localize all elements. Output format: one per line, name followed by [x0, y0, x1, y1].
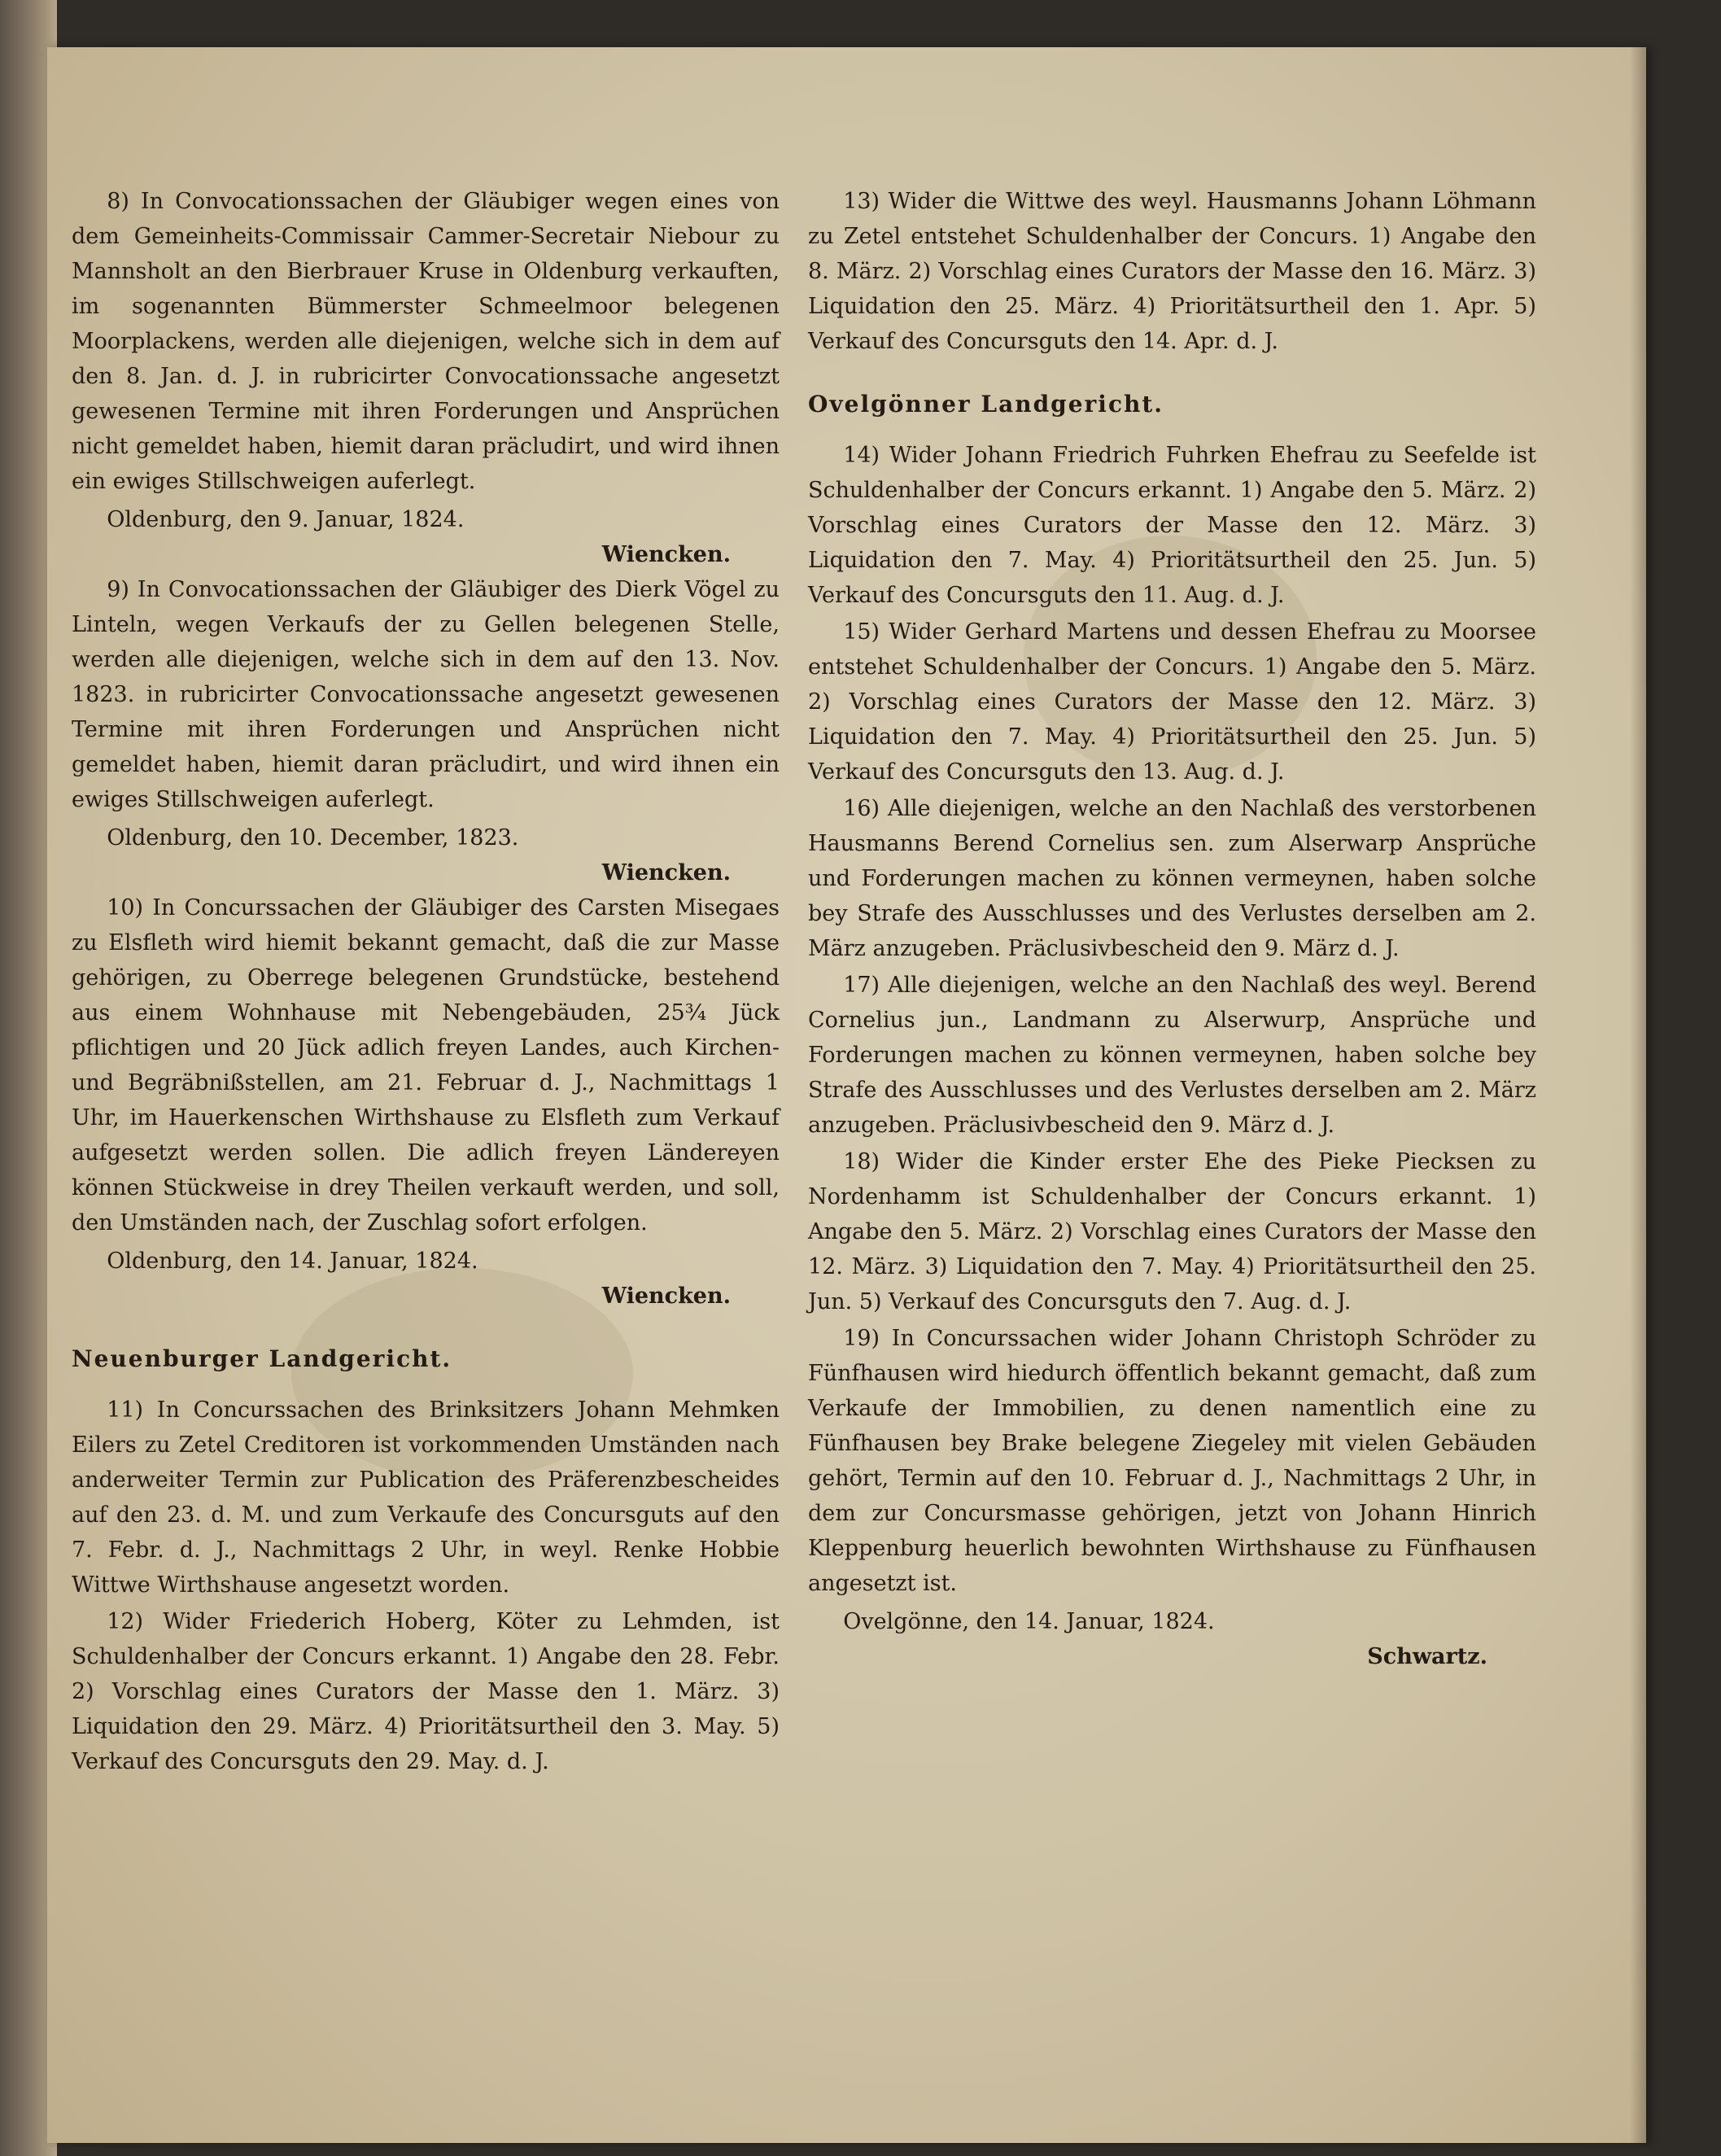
signature: Schwartz. [1367, 1644, 1487, 1669]
notice-paragraph: 9) In Convocationssachen der Gläubiger des Dierk Vögel zu Linteln, wegen Verkaufs der zu Gellen belegenen Stelle, werden alle diejenigen, welche sich in dem auf den 13. Nov. 1823. in rubricirter Convocationssache angesetzt gewesenen Termine mit ihren Forderungen und Ansprüchen nicht gemeldet haben, hiemit daran präcludirt, und wird ihnen ein ewiges Stillschweigen auferlegt. [72, 577, 780, 812]
court-heading: Neuenburger Landgericht. [72, 1345, 452, 1372]
court-heading: Ovelgönner Landgericht. [808, 391, 1164, 418]
notice-paragraph: 10) In Concurssachen der Gläubiger des Carsten Misegaes zu Elsfleth wird hiemit bekannt gemacht, daß die zur Masse gehörigen, zu Oberrege belegenen Grundstücke, bestehend aus einem Wohnhause mit Nebengebäuden, 25¾ Jück pflichtigen und 20 Jück adlich freyen Landes, auch Kirchen- und Begräbnißstellen, am 21. Februar d. J., Nachmittags 1 Uhr, im Hauerkenschen Wirthshause zu Elsfleth zum Verkauf aufgesetzt werden sollen. Die adlich freyen Ländereyen können Stückweise in drey Theilen verkauft werden, und soll, den Umständen nach, der Zuschlag sofort erfolgen. [72, 895, 780, 1235]
right-column [808, 184, 1536, 1674]
notice-paragraph: 19) In Concurssachen wider Johann Christoph Schröder zu Fünfhausen wird hiedurch öffentlich bekannt gemacht, daß zum Verkaufe der Immobilien, zu denen namentlich eine zu Fünfhausen bey Brake belegene Ziegeley mit vielen Gebäuden gehört, Termin auf den 10. Februar d. J., Nachmittags 2 Uhr, in dem zur Concursmasse gehörigen, jetzt von Johann Hinrich Kleppenburg heuerlich bewohnten Wirthshause zu Fünfhausen angesetzt ist. [808, 1326, 1536, 1596]
page-edge-shadow [1630, 47, 1646, 2143]
document-page [47, 47, 1646, 2143]
dateline: Oldenburg, den 9. Januar, 1824. [107, 507, 465, 532]
signature: Wiencken. [601, 1284, 731, 1309]
left-column [72, 184, 780, 1779]
notice-paragraph: 12) Wider Friederich Hoberg, Köter zu Lehmden, ist Schuldenhalber der Concurs erkannt. 1) Angabe den 28. Febr. 2) Vorschlag eines Curators der Masse den 1. März. 3) Liquidation den 29. März. 4) Prioritätsurtheil den 3. May. 5) Verkauf des Concursguts den 29. May. d. J. [72, 1609, 780, 1774]
notice-paragraph: 11) In Concurssachen des Brinksitzers Johann Mehmken Eilers zu Zetel Creditoren ist vorkommenden Umständen nach anderweiter Termin zur Publication des Präferenzbescheides auf den 23. d. M. und zum Verkaufe des Concursguts auf den 7. Febr. d. J., Nachmittags 2 Uhr, in weyl. Renke Hobbie Wittwe Wirthshause angesetzt worden. [72, 1397, 780, 1598]
notice-paragraph: 13) Wider die Wittwe des weyl. Hausmanns Johann Löhmann zu Zetel entstehet Schuldenhalber der Concurs. 1) Angabe den 8. März. 2) Vorschlag eines Curators der Masse den 16. März. 3) Liquidation den 25. März. 4) Prioritätsurtheil den 1. Apr. 5) Verkauf des Concursguts den 14. Apr. d. J. [808, 189, 1536, 354]
signature: Wiencken. [601, 542, 731, 567]
dateline: Ovelgönne, den 14. Januar, 1824. [843, 1609, 1215, 1634]
notice-paragraph: 17) Alle diejenigen, welche an den Nachlaß des weyl. Berend Cornelius jun., Landmann zu Alserwurp, Ansprüche und Forderungen machen zu können vermeynen, haben solche bey Strafe des Ausschlusses und des Verlustes derselben am 2. März anzugeben. Präclusivbescheid den 9. März d. J. [808, 973, 1536, 1138]
notice-paragraph: 14) Wider Johann Friedrich Fuhrken Ehefrau zu Seefelde ist Schuldenhalber der Concurs erkannt. 1) Angabe den 5. März. 2) Vorschlag eines Curators der Masse den 12. März. 3) Liquidation den 7. May. 4) Prioritätsurtheil den 25. Jun. 5) Verkauf des Concursguts den 11. Aug. d. J. [808, 443, 1536, 608]
signature: Wiencken. [601, 860, 731, 886]
notice-paragraph: 8) In Convocationssachen der Gläubiger wegen eines von dem Gemeinheits-Commissair Cammer-Secretair Niebour zu Mannsholt an den Bierbrauer Kruse in Oldenburg verkauften, im sogenannten Bümmerster Schmeelmoor belegenen Moorplackens, werden alle diejenigen, welche sich in dem auf den 8. Jan. d. J. in rubricirter Convocationssache angesetzt gewesenen Termine mit ihren Forderungen und Ansprüchen nicht gemeldet haben, hiemit daran präcludirt, und wird ihnen ein ewiges Stillschweigen auferlegt. [72, 189, 780, 494]
dateline: Oldenburg, den 14. Januar, 1824. [107, 1249, 478, 1274]
notice-paragraph: 15) Wider Gerhard Martens und dessen Ehefrau zu Moorsee entstehet Schuldenhalber der Concurs. 1) Angabe den 5. März. 2) Vorschlag eines Curators der Masse den 12. März. 3) Liquidation den 7. May. 4) Prioritätsurtheil den 25. Jun. 5) Verkauf des Concursguts den 13. Aug. d. J. [808, 619, 1536, 785]
dateline: Oldenburg, den 10. December, 1823. [107, 825, 519, 851]
notice-paragraph: 18) Wider die Kinder erster Ehe des Pieke Piecksen zu Nordenhamm ist Schuldenhalber der Concurs erkannt. 1) Angabe den 5. März. 2) Vorschlag eines Curators der Masse den 12. März. 3) Liquidation den 7. May. 4) Prioritätsurtheil den 25. Jun. 5) Verkauf des Concursguts den 7. Aug. d. J. [808, 1149, 1536, 1314]
notice-paragraph: 16) Alle diejenigen, welche an den Nachlaß des verstorbenen Hausmanns Berend Cornelius sen. zum Alserwarp Ansprüche und Forderungen machen zu können vermeynen, haben solche bey Strafe des Ausschlusses und des Verlustes derselben am 2. März anzugeben. Präclusivbescheid den 9. März d. J. [808, 796, 1536, 961]
